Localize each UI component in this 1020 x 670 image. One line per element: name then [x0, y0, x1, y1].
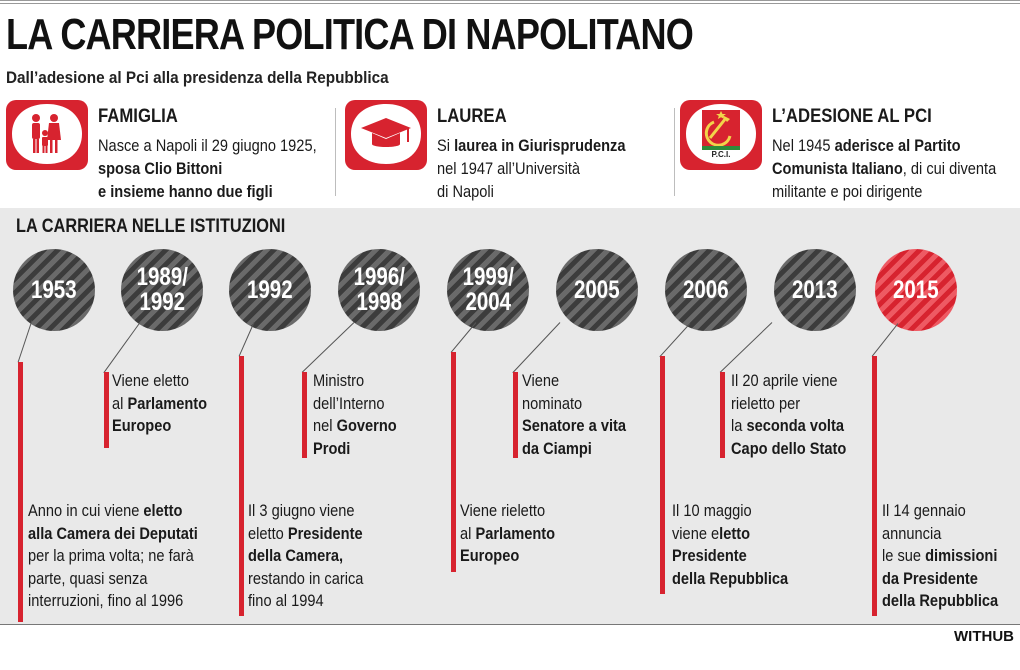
- timeline-stem: [660, 356, 665, 594]
- info-title: L’ADESIONE AL PCI: [772, 106, 932, 127]
- year-circle: [774, 249, 856, 331]
- timeline-stem: [302, 372, 307, 458]
- info-pci: [680, 100, 1015, 200]
- timeline-stem: [239, 356, 244, 616]
- timeline-stem: [18, 362, 23, 622]
- year-label: 1999/ 2004: [462, 263, 514, 316]
- info-famiglia: [6, 100, 336, 200]
- year-circle: [338, 249, 420, 331]
- info-text: Nel 1945 aderisce al Partito Comunista Italiano, di cui diventa militante e poi dirigente: [772, 136, 997, 201]
- event-text: Il 10 maggio viene eletto Presidente della Repubblica: [672, 501, 789, 588]
- event-text: Anno in cui viene eletto alla Camera dei Deputati per la prima volta; ne farà parte, quasi senza interruzioni, fino al 1996: [28, 501, 198, 610]
- info-title: LAUREA: [437, 106, 507, 127]
- top-rule: [0, 0, 1020, 4]
- graduation-cap-icon: [345, 100, 427, 170]
- pci-logo-icon: [680, 100, 762, 170]
- event-text: Il 14 gennaio annuncia le sue dimissioni da Presidente della Repubblica: [882, 501, 999, 610]
- family-icon: [6, 100, 88, 170]
- info-text: Nasce a Napoli il 29 giugno 1925, sposa Clio Bittoni e insieme hanno due figli: [98, 136, 317, 201]
- event-text: Il 3 giugno viene eletto Presidente della Camera, restando in carica fino al 1994: [248, 501, 364, 610]
- year-label: 1953: [31, 275, 77, 304]
- year-label: 1992: [247, 275, 293, 304]
- timeline-stem: [104, 372, 109, 448]
- timeline-stem: [720, 372, 725, 458]
- year-circle: [875, 249, 957, 331]
- year-circle: [121, 249, 203, 331]
- timeline-stem: [451, 352, 456, 572]
- page-title: LA CARRIERA POLITICA DI NAPOLITANO: [6, 10, 694, 59]
- page-subtitle: Dall’adesione al Pci alla presidenza della Repubblica: [6, 68, 389, 87]
- event-text: Ministro dell’Interno nel Governo Prodi: [313, 371, 397, 458]
- event-text: Viene rieletto al Parlamento Europeo: [460, 501, 556, 565]
- year-circle: [556, 249, 638, 331]
- year-circle: [13, 249, 95, 331]
- year-circle: [665, 249, 747, 331]
- info-title: FAMIGLIA: [98, 106, 178, 127]
- bottom-rule: [0, 624, 1020, 625]
- year-label: 1996/ 1998: [353, 263, 405, 316]
- year-label: 2006: [683, 275, 729, 304]
- event-text: Viene eletto al Parlamento Europeo: [112, 371, 208, 435]
- year-label: 2015: [893, 275, 939, 304]
- year-label: 1989/ 1992: [136, 263, 188, 316]
- info-text: Si laurea in Giurisprudenza nel 1947 all’Università di Napoli: [437, 136, 626, 201]
- timeline-stem: [513, 372, 518, 458]
- year-circle: [447, 249, 529, 331]
- pci-logo-text: P.C.I.: [711, 150, 731, 159]
- divider: [335, 108, 336, 196]
- info-laurea: [345, 100, 665, 200]
- event-text: Il 20 aprile viene rieletto per la seconda volta Capo dello Stato: [731, 371, 847, 458]
- year-label: 2005: [574, 275, 620, 304]
- timeline-title: LA CARRIERA NELLE ISTITUZIONI: [16, 216, 286, 237]
- divider: [674, 108, 675, 196]
- timeline-stem: [872, 356, 877, 616]
- year-label: 2013: [792, 275, 838, 304]
- source-credit: WITHUB: [954, 628, 1014, 645]
- year-circle: [229, 249, 311, 331]
- event-text: Viene nominato Senatore a vita da Ciampi: [522, 371, 627, 458]
